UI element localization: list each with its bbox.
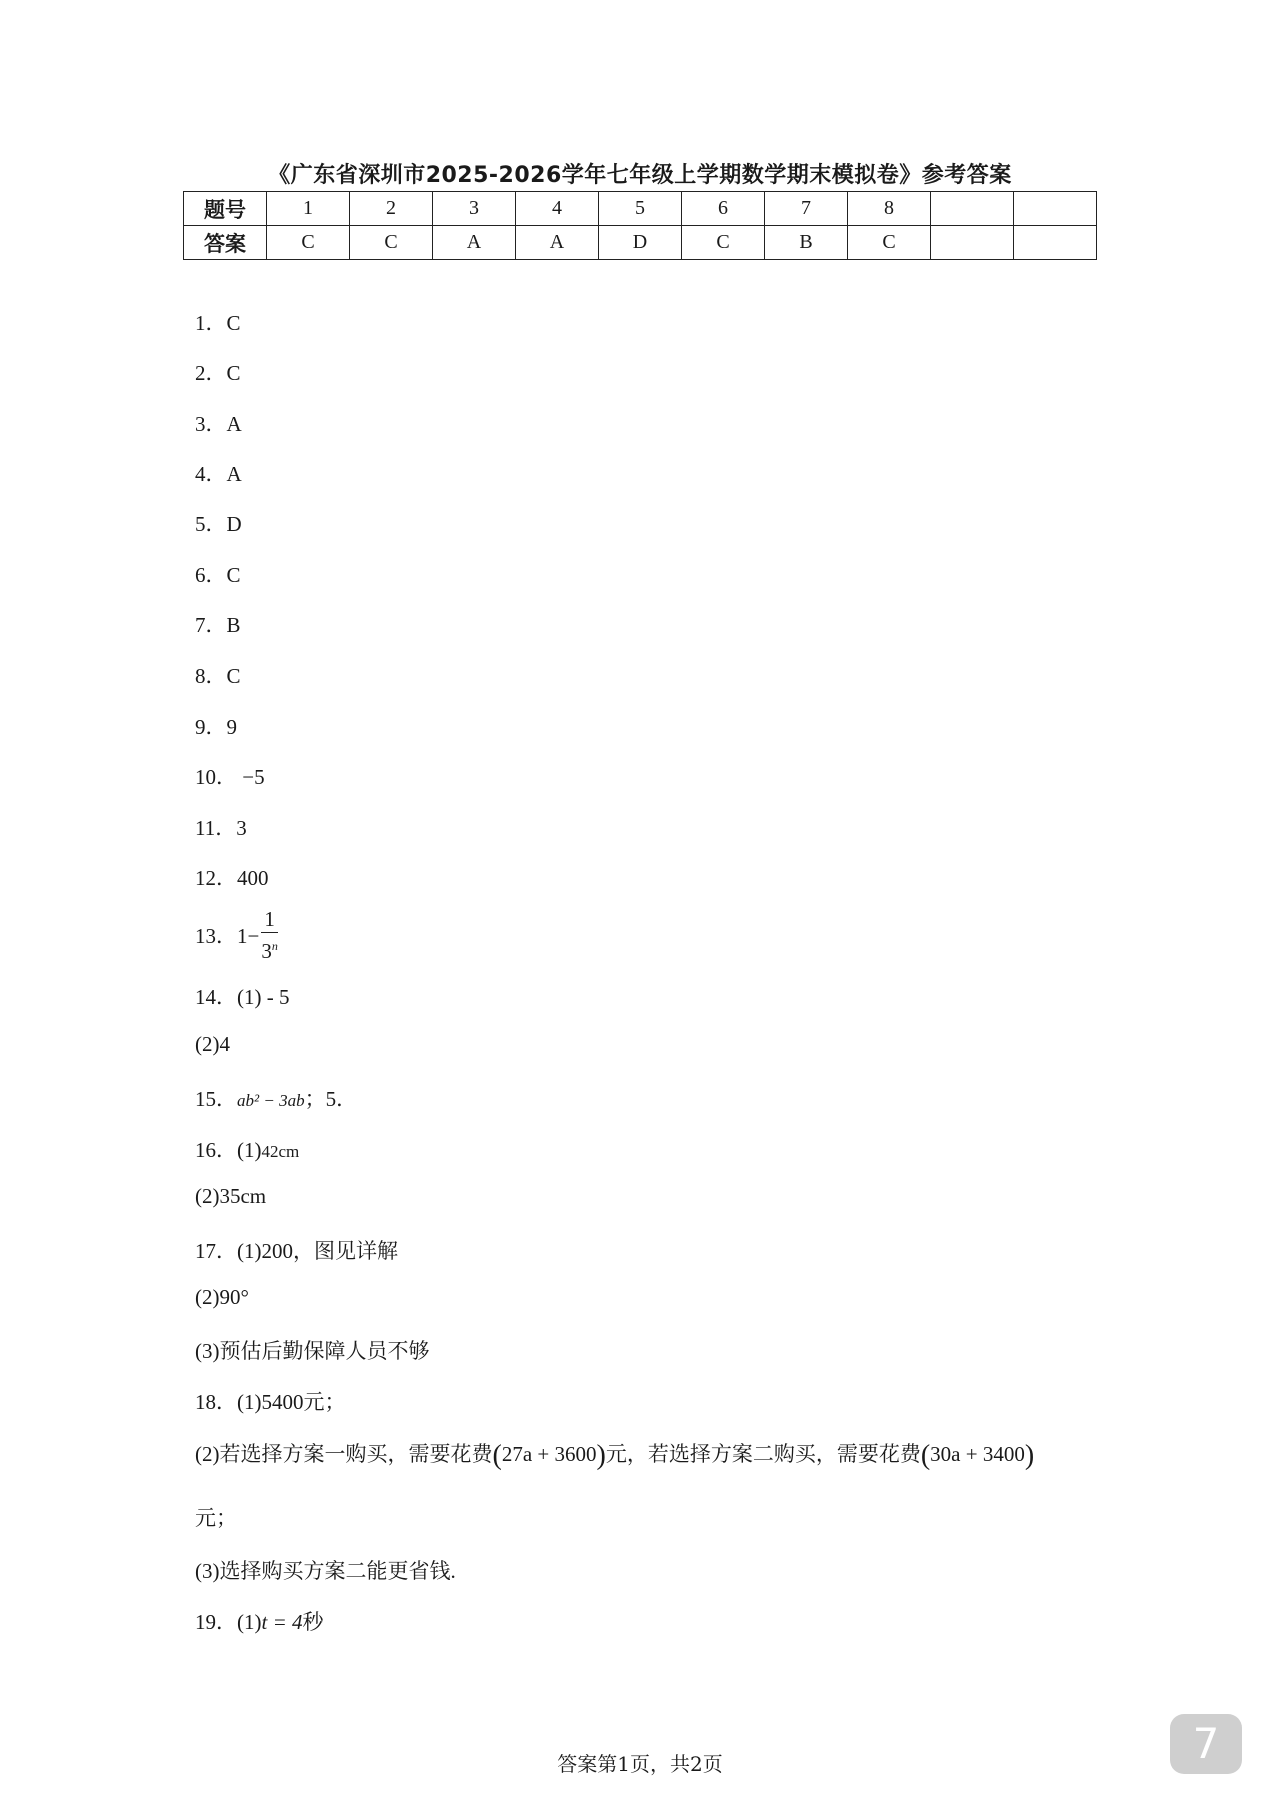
table-row-numbers: [184, 192, 1097, 226]
table-cell: C: [267, 226, 350, 260]
page-footer: 答案第1页，共2页: [557, 1752, 723, 1776]
answer-18b-text-1: (2)若选择方案一购买，需要花费: [195, 1442, 493, 1466]
answer-line-4: 4．A: [195, 462, 242, 486]
table-cell: [1014, 226, 1097, 260]
table-cell: 7: [765, 192, 848, 226]
document-title: 《广东省深圳市2025-2026学年七年级上学期数学期末模拟卷》参考答案: [268, 163, 1012, 188]
fraction-numerator: 1: [261, 906, 278, 933]
answer-19-prefix: 19．(1): [195, 1610, 262, 1634]
answer-line-13: [195, 906, 278, 964]
answer-line-17b: (2)90°: [195, 1285, 249, 1309]
table-cell: 3: [433, 192, 516, 226]
answer-line-8: 8．C: [195, 664, 241, 688]
table-cell: C: [350, 226, 433, 260]
answer-line-16: [195, 1134, 299, 1164]
answer-line-2: 2．C: [195, 361, 241, 385]
table-row-answers: [184, 226, 1097, 260]
answer-line-1: 1．C: [195, 311, 241, 335]
table-cell: [931, 192, 1014, 226]
answer-13-prefix: 13．1−: [195, 924, 260, 948]
table-cell: 2: [350, 192, 433, 226]
table-cell: 8: [848, 192, 931, 226]
paren-close: ): [1024, 1440, 1035, 1471]
paren-close: ): [596, 1440, 606, 1471]
answer-line-14b: (2)4: [195, 1032, 230, 1056]
answer-18b-text-2: 元，若选择方案二购买，需要花费: [605, 1442, 921, 1466]
answer-line-18b: [195, 1438, 1034, 1472]
table-cell: B: [765, 226, 848, 260]
answer-line-11: 11．3: [195, 816, 247, 840]
answer-16-value: 42cm: [261, 1142, 300, 1161]
row-label-number: 题号: [184, 192, 267, 226]
answer-19-expression: t = 4: [261, 1610, 303, 1634]
paren-open: (: [920, 1440, 931, 1471]
table-cell: 6: [682, 192, 765, 226]
table-cell: C: [848, 226, 931, 260]
answer-line-12: 12．400: [195, 866, 269, 890]
fraction: [261, 906, 278, 964]
answer-line-17: 17．(1)200，图见详解: [195, 1239, 398, 1263]
answer-line-15: [195, 1083, 357, 1113]
table-cell: A: [516, 226, 599, 260]
answer-18b-expression-2: 30a + 3400: [930, 1442, 1025, 1466]
answer-19-suffix: 秒: [302, 1610, 324, 1634]
table-cell: [931, 226, 1014, 260]
fraction-denominator: [261, 933, 278, 964]
answer-18b-expression-1: 27a + 3600: [501, 1442, 597, 1466]
answer-15-expression: ab² − 3ab: [237, 1091, 305, 1110]
answer-line-18: 18．(1)5400元；: [195, 1390, 346, 1414]
answer-line-9: 9．9: [195, 715, 237, 739]
answer-line-18d: (3)选择购买方案二能更省钱.: [195, 1559, 456, 1583]
answer-line-10: 10． −5: [195, 765, 265, 789]
answer-line-5: 5．D: [195, 512, 242, 536]
fraction-exponent: n: [271, 939, 278, 953]
row-label-answer: 答案: [184, 226, 267, 260]
answer-line-6: 6．C: [195, 563, 241, 587]
answer-table: [183, 191, 1097, 260]
fraction-denominator-base: 3: [261, 939, 272, 963]
table-cell: [1014, 192, 1097, 226]
table-cell: 1: [267, 192, 350, 226]
answer-15-suffix: ；5．: [304, 1087, 358, 1111]
answer-line-19: [195, 1606, 324, 1636]
table-cell: C: [682, 226, 765, 260]
answer-line-7: 7．B: [195, 613, 241, 637]
table-cell: A: [433, 226, 516, 260]
answer-line-3: 3．A: [195, 412, 242, 436]
table-cell: D: [599, 226, 682, 260]
table-cell: 4: [516, 192, 599, 226]
table-cell: 5: [599, 192, 682, 226]
answer-line-14: 14．(1) - 5: [195, 985, 290, 1009]
page-number-badge: 7: [1170, 1714, 1242, 1774]
answer-16-prefix: 16．(1): [195, 1138, 262, 1162]
answer-line-18c: 元；: [195, 1506, 237, 1530]
answer-15-prefix: 15．: [195, 1087, 237, 1111]
answer-line-17c: (3)预估后勤保障人员不够: [195, 1339, 430, 1363]
paren-open: (: [492, 1440, 502, 1471]
answer-line-16b: (2)35cm: [195, 1184, 267, 1208]
